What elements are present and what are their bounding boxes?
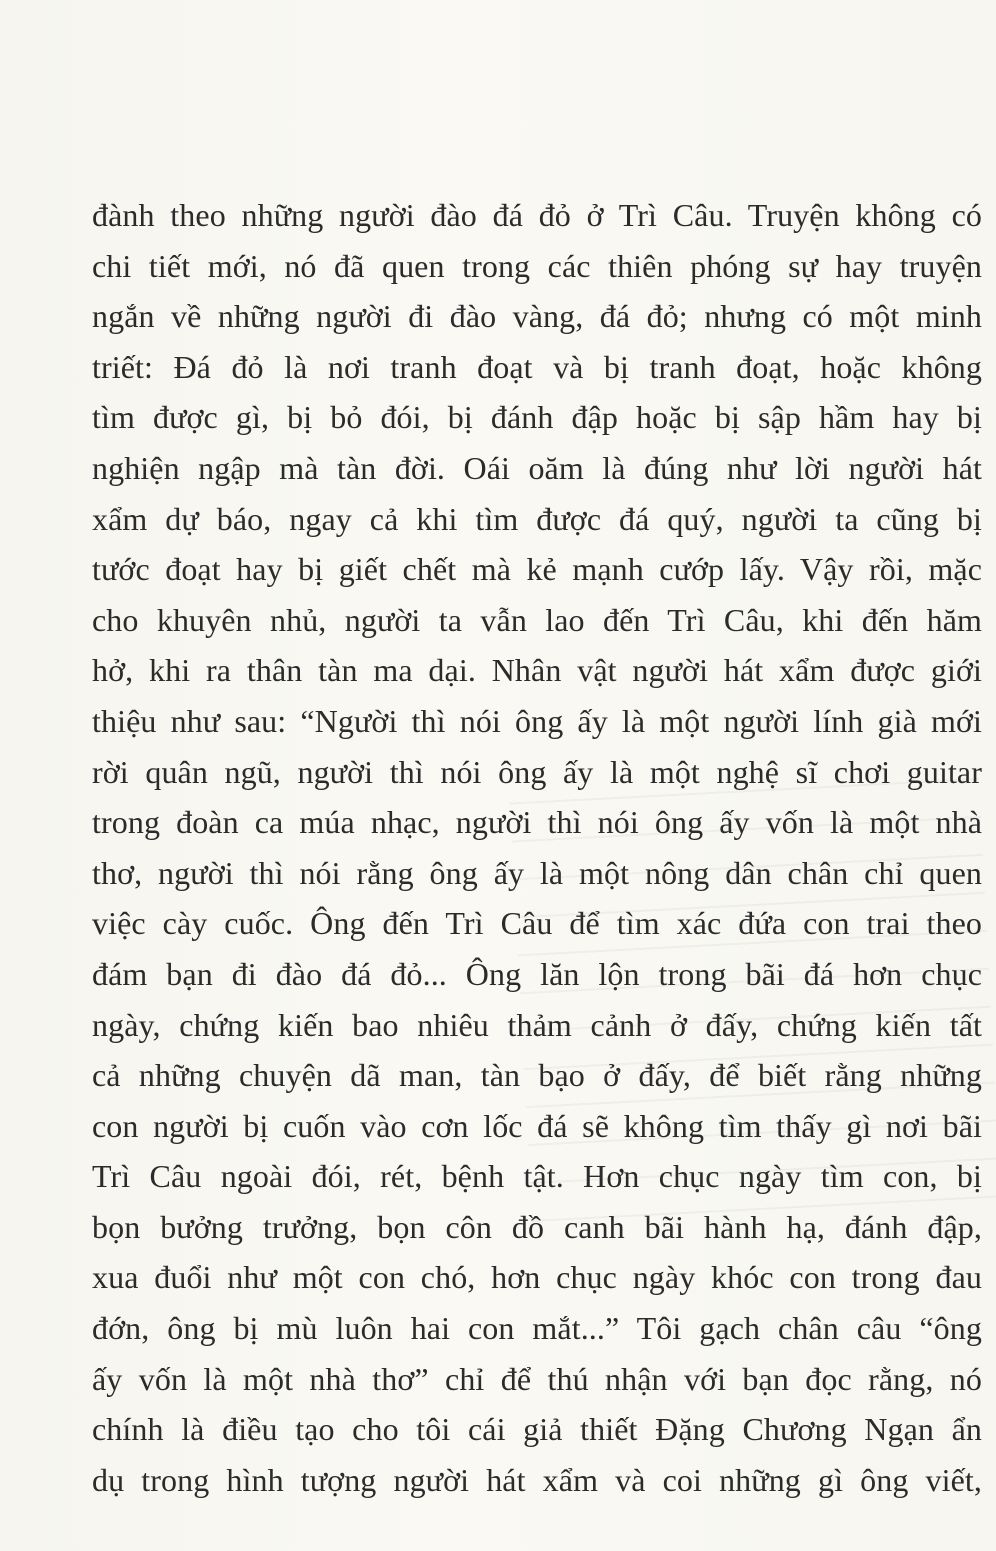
text-line: đám bạn đi đào đá đỏ... Ông lăn lộn trong bãi đá hơn chục — [92, 955, 982, 992]
text-line: cả những chuyện dã man, tàn bạo ở đấy, để biết rằng những — [92, 1057, 982, 1094]
text-line: tước đoạt hay bị giết chết mà kẻ mạnh cướp lấy. Vậy rồi, mặc — [92, 551, 982, 588]
text-line: đành theo những người đào đá đỏ ở Trì Câu. Truyện không có — [92, 197, 982, 233]
text-line: triết: Đá đỏ là nơi tranh đoạt và bị tranh đoạt, hoặc không — [92, 348, 982, 385]
text-line: đớn, ông bị mù luôn hai con mắt...” Tôi gạch chân câu “ông — [92, 1310, 982, 1347]
text-line: xẩm dự báo, ngay cả khi tìm được đá quý, người ta cũng bị — [92, 500, 982, 537]
text-line: chi tiết mới, nó đã quen trong các thiên phóng sự hay truyện — [92, 247, 982, 284]
text-line: xua đuổi như một con chó, hơn chục ngày khóc con trong đau — [92, 1259, 982, 1296]
text-line: bọn bưởng trưởng, bọn côn đồ canh bãi hành hạ, đánh đập, — [92, 1208, 982, 1245]
text-line: hở, khi ra thân tàn ma dại. Nhân vật người hát xẩm được giới — [92, 652, 982, 689]
body-text — [92, 190, 982, 1505]
text-line: cho khuyên nhủ, người ta vẫn lao đến Trì Câu, khi đến hăm — [92, 601, 982, 638]
text-line: rời quân ngũ, người thì nói ông ấy là một nghệ sĩ chơi guitar — [92, 753, 982, 790]
text-line: dụ trong hình tượng người hát xẩm và coi những gì ông viết, — [92, 1461, 982, 1498]
text-line: chính là điều tạo cho tôi cái giả thiết Đặng Chương Ngạn ẩn — [92, 1411, 982, 1448]
text-line: tìm được gì, bị bỏ đói, bị đánh đập hoặc bị sập hầm hay bị — [92, 399, 982, 436]
text-line: trong đoàn ca múa nhạc, người thì nói ông ấy vốn là một nhà — [92, 804, 982, 841]
text-line: ngắn về những người đi đào vàng, đá đỏ; nhưng có một minh — [92, 298, 982, 335]
text-line: ngày, chứng kiến bao nhiêu thảm cảnh ở đấy, chứng kiến tất — [92, 1006, 982, 1043]
text-line: nghiện ngập mà tàn đời. Oái oăm là đúng như lời người hát — [92, 449, 982, 486]
text-line: việc cày cuốc. Ông đến Trì Câu để tìm xác đứa con trai theo — [92, 905, 982, 942]
text-line: ấy vốn là một nhà thơ” chỉ để thú nhận với bạn đọc rằng, nó — [92, 1360, 982, 1397]
text-line: thơ, người thì nói rằng ông ấy là một nông dân chân chỉ quen — [92, 854, 982, 891]
text-line: thiệu như sau: “Người thì nói ông ấy là một người lính già mới — [92, 702, 982, 739]
text-line: Trì Câu ngoài đói, rét, bệnh tật. Hơn chục ngày tìm con, bị — [92, 1158, 982, 1195]
text-line: con người bị cuốn vào cơn lốc đá sẽ không tìm thấy gì nơi bãi — [92, 1107, 982, 1144]
